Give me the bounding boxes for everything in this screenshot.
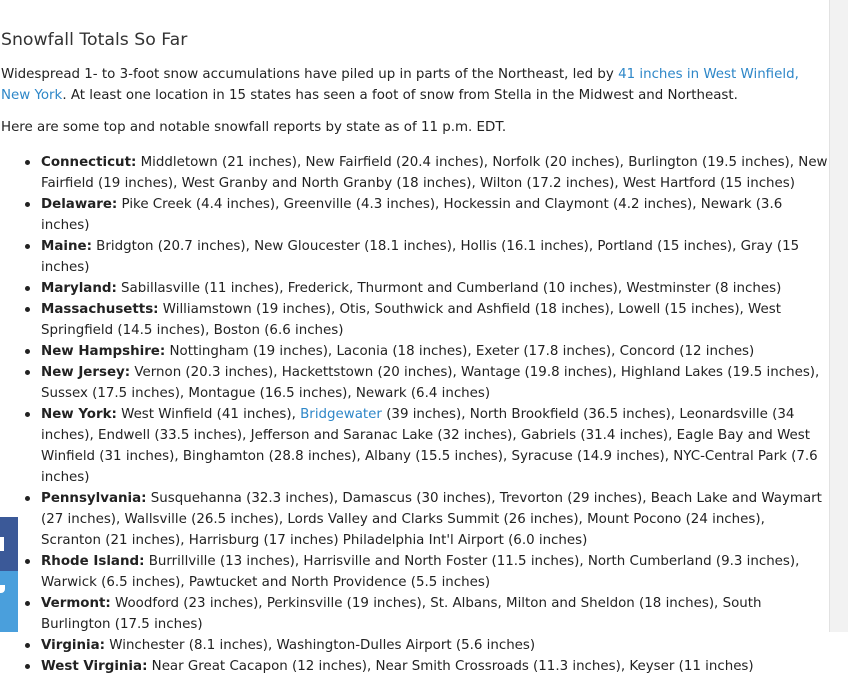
state-name: Maryland: — [41, 281, 117, 296]
state-name: Maine: — [41, 239, 92, 254]
state-name: Virginia: — [41, 638, 106, 653]
page-margin — [830, 0, 848, 632]
list-item — [41, 299, 829, 341]
state-name: Massachusetts: — [41, 302, 159, 317]
list-item — [41, 341, 829, 362]
list-item — [41, 404, 829, 488]
state-name: New Jersey: — [41, 365, 131, 380]
list-item — [41, 488, 829, 551]
list-item — [41, 593, 829, 635]
facebook-icon — [0, 537, 4, 551]
state-name: Pennsylvania: — [41, 491, 147, 506]
state-name: Vermont: — [41, 596, 111, 611]
bullet — [25, 496, 30, 501]
list-item — [41, 362, 829, 404]
state-reports: Burrillville (13 inches), Harrisville and North Foster (11.5 inches), North Cumberland (9.3 inches), Warwick (6.5 inches), Pawtucket and North Providence (5.5 inches) — [41, 554, 800, 590]
intro-text-start: Widespread 1- to 3-foot snow accumulations have piled up in parts of the Northeast, led by — [1, 67, 619, 82]
state-reports: Sabillasville (11 inches), Frederick, Thurmont and Cumberland (10 inches), Westminster (8 inches) — [116, 281, 782, 296]
facebook-share-button[interactable] — [0, 517, 18, 571]
intro-paragraph — [1, 64, 811, 106]
bullet — [25, 349, 30, 354]
state-reports: Middletown (21 inches), New Fairfield (20.4 inches), Norfolk (20 inches), Burlington (19.5 inches), New Fairfield (19 inches), West Granby and North Granby (18 inches), Wilton (17.2 inches), West Hartford (15 inches) — [41, 155, 828, 191]
list-item — [41, 194, 829, 236]
bullet — [25, 244, 30, 249]
list-item — [41, 635, 829, 656]
state-reports: Near Great Cacapon (12 inches), Near Smith Crossroads (11.3 inches), Keyser (11 inches) — [147, 659, 754, 674]
state-name: Rhode Island: — [41, 554, 145, 569]
state-reports: Williamstown (19 inches), Otis, Southwick and Ashfield (18 inches), Lowell (15 inches), West Springfield (14.5 inches), Boston (6.6 inches) — [41, 302, 781, 338]
list-item — [41, 236, 829, 278]
bullet — [25, 370, 30, 375]
state-name: West Virginia: — [41, 659, 148, 674]
reports-intro: Here are some top and notable snowfall reports by state as of 11 p.m. EDT. — [1, 120, 507, 135]
bridgewater-link[interactable]: Bridgewater — [300, 407, 382, 422]
list-item — [41, 656, 829, 677]
bullet — [25, 559, 30, 564]
intro-text-end: . At least one location in 15 states has seen a foot of snow from Stella in the Midwest and Northeast. — [62, 88, 738, 103]
section-heading: Snowfall Totals So Far — [1, 30, 188, 50]
bullet — [25, 160, 30, 165]
list-item — [41, 278, 829, 299]
state-reports: Vernon (20.3 inches), Hackettstown (20 inches), Wantage (19.8 inches), Highland Lakes (19.5 inches), Sussex (17.5 inches), Montague (16.5 inches), Newark (6.4 inches) — [41, 365, 820, 401]
bullet — [25, 601, 30, 606]
bullet — [25, 664, 30, 669]
bullet — [25, 202, 30, 207]
state-snowfall-list — [41, 152, 829, 677]
west-winfield-link[interactable]: 41 inches in West Winfield, New York — [1, 67, 799, 103]
state-reports: Woodford (23 inches), Perkinsville (19 inches), St. Albans, Milton and Sheldon (18 inches), South Burlington (17.5 inches) — [41, 596, 762, 632]
state-name: New York: — [41, 407, 117, 422]
twitter-share-button[interactable] — [0, 571, 18, 632]
state-reports: Nottingham (19 inches), Laconia (18 inches), Exeter (17.8 inches), Concord (12 inches) — [165, 344, 755, 359]
state-reports-start: West Winfield (41 inches), — [116, 407, 301, 422]
bullet — [25, 412, 30, 417]
bullet — [25, 286, 30, 291]
list-item — [41, 551, 829, 593]
state-name: Delaware: — [41, 197, 118, 212]
state-reports: (39 inches), North Brookfield (36.5 inches), Leonardsville (34 inches), Endwell (33.5 inches), Jefferson and Saranac Lake (32 inches), Gabriels (31.4 inches), Eagle Bay and West Winfield (31 inches), Binghamton (28.8 inches), Albany (15.5 inches), Syracuse (14.9 inches), NYC-Central Park (7.6 inches) — [41, 407, 818, 485]
state-reports: Winchester (8.1 inches), Washington-Dulles Airport (5.6 inches) — [105, 638, 536, 653]
state-name: New Hampshire: — [41, 344, 166, 359]
state-reports: Susquehanna (32.3 inches), Damascus (30 inches), Trevorton (29 inches), Beach Lake and Waymart (27 inches), Wallsville (26.5 inches), Lords Valley and Clarks Summit (26 inches), Mount Pocono (24 inches), Scranton (21 inches), Harrisburg (17 inches) Philadelphia Int'l Airport (6.0 inches) — [41, 491, 822, 548]
state-reports: Pike Creek (4.4 inches), Greenville (4.3 inches), Hockessin and Claymont (4.2 inches), Newark (3.6 inches) — [41, 197, 783, 233]
bullet — [25, 307, 30, 312]
twitter-icon — [0, 585, 5, 593]
state-reports: Bridgton (20.7 inches), New Gloucester (18.1 inches), Hollis (16.1 inches), Portland (15 inches), Gray (15 inches) — [41, 239, 800, 275]
bullet — [25, 643, 30, 648]
list-item — [41, 152, 829, 194]
state-name: Connecticut: — [41, 155, 137, 170]
